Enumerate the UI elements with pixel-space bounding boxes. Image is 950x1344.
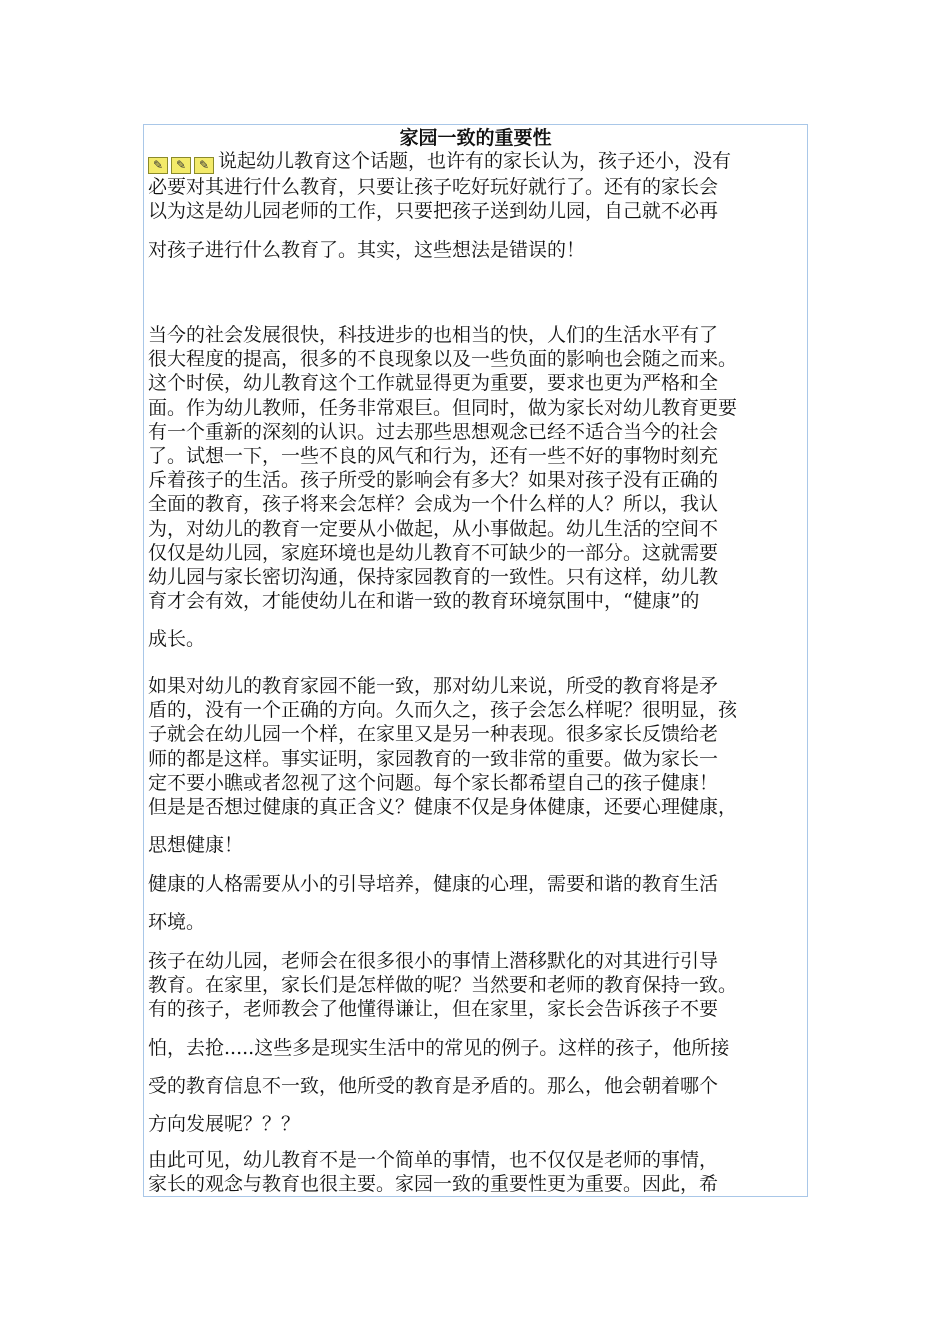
text-line: 为，对幼儿的教育一定要从小做起，从小事做起。幼儿生活的空间不 — [148, 517, 719, 540]
document-frame — [143, 124, 808, 1197]
pencil-icon: ✎ — [171, 157, 191, 174]
text-line: 对孩子进行什么教育了。其实，这些想法是错误的！ — [148, 238, 586, 261]
document-title: 家园一致的重要性 — [399, 127, 552, 149]
text-line: 盾的，没有一个正确的方向。久而久之，孩子会怎么样呢？很明显，孩 — [148, 699, 738, 722]
text-line: 受的教育信息不一致，他所受的教育是矛盾的。那么，他会朝着哪个 — [148, 1074, 719, 1097]
pencil-icon: ✎ — [148, 157, 168, 174]
text-line: 很大程度的提高，很多的不良现象以及一些负面的影响也会随之而来。 — [148, 348, 738, 371]
text-line: 师的都是这样。事实证明，家园教育的一致非常的重要。做为家长一 — [148, 747, 719, 770]
text-line: 有的孩子，老师教会了他懂得谦让，但在家里，家长会告诉孩子不要 — [148, 998, 719, 1021]
paragraph-3 — [148, 674, 812, 857]
paragraph-6 — [148, 1148, 812, 1196]
text-line: 方向发展呢？？？ — [148, 1113, 301, 1136]
text-line: 由此可见，幼儿教育不是一个简单的事情，也不仅仅是老师的事情， — [148, 1149, 719, 1171]
text-line: 思想健康！ — [148, 834, 244, 857]
text-line: 育才会有效，才能使幼儿在和谐一致的教育环境氛围中，“健康”的 — [148, 590, 700, 613]
text-line: 了。试想一下，一些不良的风气和行为，还有一些不好的事物时刻充 — [148, 445, 719, 468]
text-line: 以为这是幼儿园老师的工作，只要把孩子送到幼儿园，自己就不必再 — [148, 200, 719, 223]
text-line: 全面的教育，孩子将来会怎样？会成为一个什么样的人？所以，我认 — [148, 493, 719, 516]
text-line: 如果对幼儿的教育家园不能一致，那对幼儿来说，所受的教育将是矛 — [148, 675, 719, 697]
paragraph-5 — [148, 949, 812, 1136]
paragraph-2 — [148, 323, 812, 652]
text-line: 仅仅是幼儿园，家庭环境也是幼儿教育不可缺少的一部分。这就需要 — [148, 541, 719, 564]
text-line: 但是是否想过健康的真正含义？健康不仅是身体健康，还要心理健康， — [148, 796, 738, 819]
text-line: 当今的社会发展很快，科技进步的也相当的快，人们的生活水平有了 — [148, 324, 719, 346]
text-line: 环境。 — [148, 911, 206, 934]
paragraph-4 — [148, 872, 812, 934]
text-line: 家长的观念与教育也很主要。家园一致的重要性更为重要。因此，希 — [148, 1173, 719, 1196]
text-line: 成长。 — [148, 628, 206, 651]
text-line: 这个时侯，幼儿教育这个工作就显得更为重要，要求也更为严格和全 — [148, 372, 719, 395]
text-line: 有一个重新的深刻的认识。过去那些思想观念已经不适合当今的社会 — [148, 420, 719, 443]
text-line: 面。作为幼儿教师，任务非常艰巨。但同时，做为家长对幼儿教育更要 — [148, 396, 738, 419]
text-line: 必要对其进行什么教育，只要让孩子吃好玩好就行了。还有的家长会 — [148, 176, 719, 199]
text-line: 幼儿园与家长密切沟通，保持家园教育的一致性。只有这样，幼儿教 — [148, 566, 719, 589]
text-line: 怕，去抢.....这些多是现实生活中的常见的例子。这样的孩子，他所接 — [148, 1036, 730, 1059]
text-line: 定不要小瞧或者忽视了这个问题。每个家长都希望自己的孩子健康！ — [148, 771, 719, 794]
text-line: 健康的人格需要从小的引导培养，健康的心理，需要和谐的教育生活 — [148, 873, 719, 895]
icon-group — [148, 151, 217, 175]
text-line: 斥着孩子的生活。孩子所受的影响会有多大？如果对孩子没有正确的 — [148, 469, 719, 492]
text-line: 子就会在幼儿园一个样，在家里又是另一种表现。很多家长反馈给老 — [148, 723, 719, 746]
text-line — [148, 149, 812, 175]
pencil-icon: ✎ — [194, 157, 214, 174]
text-line: 孩子在幼儿园，老师会在很多很小的事情上潜移默化的对其进行引导 — [148, 950, 719, 972]
text-line-content: 说起幼儿教育这个话题，也许有的家长认为，孩子还小，没有 — [218, 150, 732, 172]
paragraph-1 — [148, 149, 812, 262]
text-line: 教育。在家里，家长们是怎样做的呢？当然要和老师的教育保持一致。 — [148, 974, 738, 997]
